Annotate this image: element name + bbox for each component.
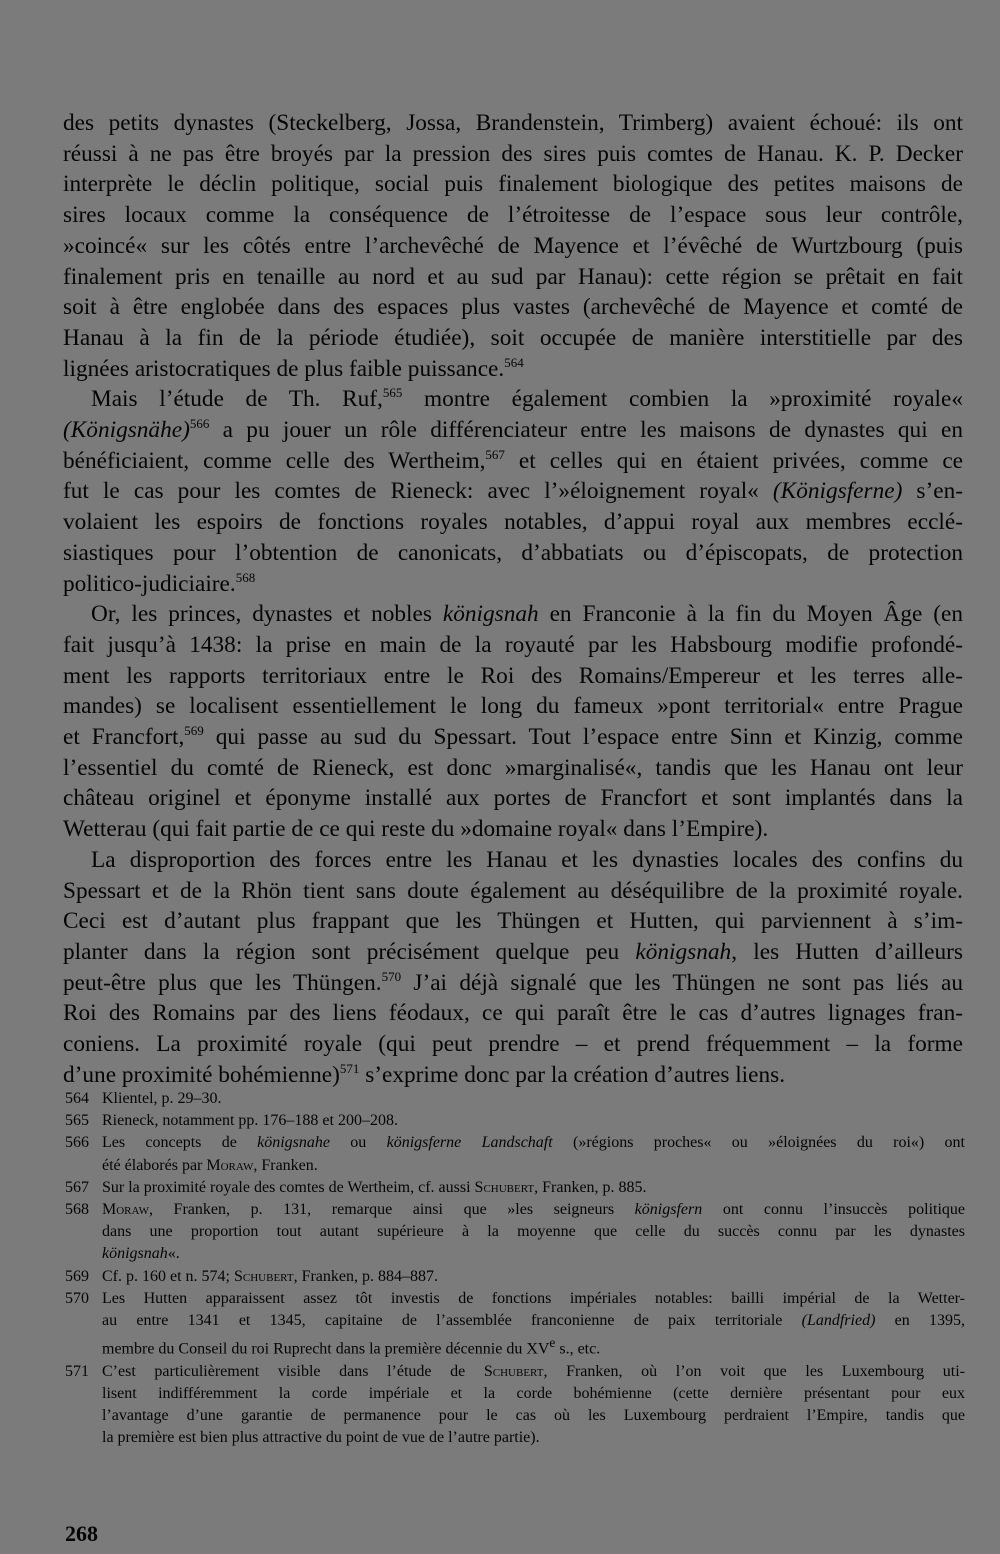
footnote <box>65 1266 965 1288</box>
footnote-text: Klientel, p. 29–30. <box>102 1090 222 1107</box>
italic-term: königsnahe <box>257 1134 330 1152</box>
text-line: Spessart et de la Rhön tient sans doute également au déséquilibre de la proximité royale. <box>63 877 963 904</box>
footnote <box>65 1199 965 1266</box>
text-line: interprète le déclin politique, social puis finalement biologique des petites maisons de <box>63 171 963 198</box>
text-segment: (»régions proches« ou »éloignées du roi«) ont <box>552 1134 966 1152</box>
footnote-number: 564 <box>65 1090 89 1107</box>
italic-term: (Königsferne) <box>772 478 903 505</box>
text-line: ment les rapports territoriaux entre le Roi des Romains/Empereur et les terres alle- <box>63 662 963 689</box>
footnote-ref: 566 <box>189 416 210 432</box>
text-line <box>63 384 963 415</box>
footnote-ref: 567 <box>485 446 505 462</box>
text-line: Hanau à la fin de la période étudiée), soit occupée de manière interstitielle par des <box>63 324 963 351</box>
text-segment: s’exprime donc par la création d’autres liens. <box>359 1061 786 1088</box>
text-segment: fut le cas pour les comtes de Rieneck: avec l’»éloignement royal« <box>63 478 773 505</box>
text-segment: , Franken, p. 885. <box>534 1178 647 1196</box>
text-segment: ont connu l’insuccès politique <box>702 1201 966 1219</box>
footnote-number: 569 <box>65 1267 89 1285</box>
italic-term: königsferne Landschaft <box>386 1134 553 1152</box>
text-line: Roi des Romains par des liens féodaux, ce qui paraît être le cas d’autres lignages fran- <box>63 1000 963 1027</box>
footnote-number: 571 <box>65 1362 89 1380</box>
footnote-ref: 569 <box>184 723 204 739</box>
text-segment: membre du Conseil du roi Ruprecht dans la première décennie du XV <box>102 1340 550 1358</box>
footnote-line <box>102 1243 965 1265</box>
text-line <box>63 415 963 446</box>
footnote-ref: 568 <box>235 569 256 585</box>
footnote-number: 566 <box>65 1134 89 1152</box>
footnote-number: 570 <box>65 1289 89 1307</box>
text-line: sires locaux comme la conséquence de l’étroitesse de l’espace sous leur contrôle, <box>63 202 963 229</box>
text-segment: , les Hutten d’ailleurs <box>731 938 963 965</box>
text-line: Ceci est d’autant plus frappant que les Thüngen et Hutten, qui parviennent à s’im- <box>63 908 963 935</box>
text-segment: montre également combien la »proximité royale« <box>402 386 963 413</box>
text-line: »coincé« sur les côtés entre l’archevêché de Mayence et l’évêché de Wurtzbourg (puis <box>63 232 963 259</box>
text-line <box>63 937 963 968</box>
text-segment: et celles qui en étaient privées, comme ce <box>504 447 963 474</box>
footnote-line: l’avantage d’une garantie de permanence pour le cas où les Luxembourg perdraient l’Empire, tandis que <box>102 1407 965 1425</box>
footnote-line <box>102 1361 965 1383</box>
text-line: La disproportion des forces entre les Hanau et les dynasties locales des confins du <box>91 846 963 873</box>
text-segment: , Franken, où l’on voit que les Luxembourg uti- <box>543 1362 965 1380</box>
footnote-line: lisent indifféremment la corde impériale et la corde bohémienne (cette dernière présentant pour eux <box>102 1384 965 1402</box>
text-segment: , Franken, p. 884–887. <box>293 1267 439 1285</box>
text-segment: Cf. p. 160 et n. 574; <box>102 1267 234 1285</box>
text-line: mandes) se localisent essentiellement le long du fameux »pont territorial« entre Prague <box>63 693 963 720</box>
footnote-line: la première est bien plus attractive du point de vue de l’autre partie). <box>102 1429 540 1447</box>
text-segment: été élaborés par <box>102 1156 207 1174</box>
footnotes <box>65 1088 965 1450</box>
italic-term: königsnah <box>102 1245 168 1263</box>
italic-term: königsnah <box>635 938 732 965</box>
text-line: fait jusqu’à 1438: la prise en main de la royauté par les Habsbourg modifie profondé- <box>63 631 963 658</box>
text-line <box>63 569 963 600</box>
footnote-text: Rieneck, notamment pp. 176–188 et 200–208. <box>102 1112 398 1130</box>
footnote-line <box>102 1199 965 1221</box>
footnote <box>65 1132 965 1176</box>
text-line: des petits dynastes (Steckelberg, Jossa, Brandenstein, Trimberg) avaient échoué: ils ont <box>63 110 963 136</box>
text-segment: Sur la proximité royale des comtes de Wertheim, cf. aussi <box>102 1178 475 1196</box>
footnote-ref: 564 <box>504 354 524 370</box>
footnote-ref: 571 <box>339 1060 360 1076</box>
text-line: volaient les espoirs de fonctions royales notables, d’appui royal aux membres ecclé- <box>63 509 963 536</box>
footnote-line <box>102 1155 965 1177</box>
text-line <box>63 722 963 753</box>
author-name: Schubert <box>234 1267 294 1285</box>
text-segment: planter dans la région sont précisément quelque peu <box>63 938 636 965</box>
footnote-number: 565 <box>65 1112 89 1130</box>
footnote-line <box>102 1266 965 1288</box>
text-line <box>63 1060 963 1091</box>
text-line <box>63 354 963 385</box>
footnote-line <box>102 1177 965 1199</box>
author-name: Schubert <box>483 1362 544 1380</box>
text-segment: s., etc. <box>555 1340 601 1358</box>
text-segment: bénéficiaient, comme celle des Wertheim, <box>63 447 486 474</box>
main-text <box>63 108 963 1091</box>
text-line: soit à être englobée dans des espaces plus vastes (archevêché de Mayence et comté de <box>63 294 963 321</box>
text-segment: J’ai déjà signalé que les Thüngen ne sont pas liés au <box>401 969 963 996</box>
text-segment: Or, les princes, dynastes et nobles <box>91 601 443 628</box>
italic-term: königsnah <box>442 601 539 628</box>
text-line <box>63 968 963 999</box>
footnote <box>65 1110 965 1132</box>
footnote <box>65 1361 965 1450</box>
footnote-number: 568 <box>65 1201 89 1219</box>
footnote <box>65 1288 965 1361</box>
footnote-line <box>102 1310 965 1332</box>
text-segment: Mais l’étude de Th. Ruf, <box>91 386 383 413</box>
footnote-line <box>102 1132 965 1154</box>
text-segment: , Franken, p. 131, remarque ainsi que »les seigneurs <box>148 1201 635 1219</box>
text-line: l’essentiel du comté de Rieneck, est donc »marginalisé«, tandis que les Hanau ont leur <box>63 754 963 781</box>
italic-term: königsfern <box>634 1201 703 1219</box>
author-name: Moraw <box>206 1156 254 1174</box>
text-segment: politico-judiciaire. <box>63 570 236 597</box>
text-segment: lignées aristocratiques de plus faible puissance. <box>63 355 505 382</box>
text-line <box>63 446 963 477</box>
page-number: 268 <box>65 1521 98 1546</box>
text-line: coniens. La proximité royale (qui peut prendre – et prend fréquemment – la forme <box>63 1031 963 1058</box>
text-segment: d’une proximité bohémienne) <box>63 1061 340 1088</box>
text-segment: ou <box>329 1134 387 1152</box>
text-segment: en Franconie à la fin du Moyen Âge (en <box>538 601 964 628</box>
text-line: finalement pris en tenaille au nord et au sud par Hanau): cette région se prêtait en fait <box>63 263 963 290</box>
text-segment: en 1395, <box>875 1312 965 1330</box>
text-segment: s’en- <box>902 478 963 505</box>
text-line: château originel et éponyme installé aux portes de Francfort et sont implantés dans la <box>63 785 963 812</box>
author-name: Moraw <box>102 1201 149 1219</box>
italic-term: (Landfried) <box>801 1312 876 1330</box>
footnote-number: 567 <box>65 1178 89 1196</box>
footnote <box>65 1177 965 1199</box>
text-segment: , Franken. <box>253 1156 318 1174</box>
text-segment: C’est particulièrement visible dans l’étude de <box>102 1362 484 1380</box>
text-segment: qui passe au sud du Spessart. Tout l’espace entre Sinn et Kinzig, comme <box>203 724 963 751</box>
text-segment: «. <box>167 1245 180 1263</box>
footnote-line: dans une proportion tout autant supérieure à la moyenne que celle du succès connu par les dynastes <box>102 1223 965 1241</box>
footnote-line: Les Hutten apparaissent assez tôt investis de fonctions impériales notables: bailli impérial de la Wetter- <box>102 1289 965 1307</box>
superscript: e <box>549 1335 556 1351</box>
author-name: Schubert <box>474 1178 535 1196</box>
footnote-ref: 565 <box>382 385 403 401</box>
text-segment: a pu jouer un rôle différenciateur entre les maisons de dynastes qui en <box>209 417 963 444</box>
text-line: Wetterau (qui fait partie de ce qui reste du »domaine royal« dans l’Empire). <box>63 816 769 843</box>
text-segment: Les concepts de <box>102 1134 258 1152</box>
text-line: réussi à ne pas être broyés par la pression des sires puis comtes de Hanau. K. P. Decker <box>63 140 963 167</box>
footnote-ref: 570 <box>381 968 402 984</box>
text-line: siastiques pour l’obtention de canonicats, d’abbatiats ou d’épiscopats, de protection <box>63 539 963 566</box>
text-segment: peut-être plus que les Thüngen. <box>63 969 382 996</box>
text-segment: et Francfort, <box>63 724 185 751</box>
text-line <box>63 599 963 630</box>
italic-term: (Königsnähe) <box>63 417 190 444</box>
footnote-line <box>102 1332 965 1361</box>
text-segment: au entre 1341 et 1345, capitaine de l’assemblée franconienne de paix territoriale <box>102 1312 802 1330</box>
footnote <box>65 1088 965 1110</box>
text-line <box>63 476 963 507</box>
